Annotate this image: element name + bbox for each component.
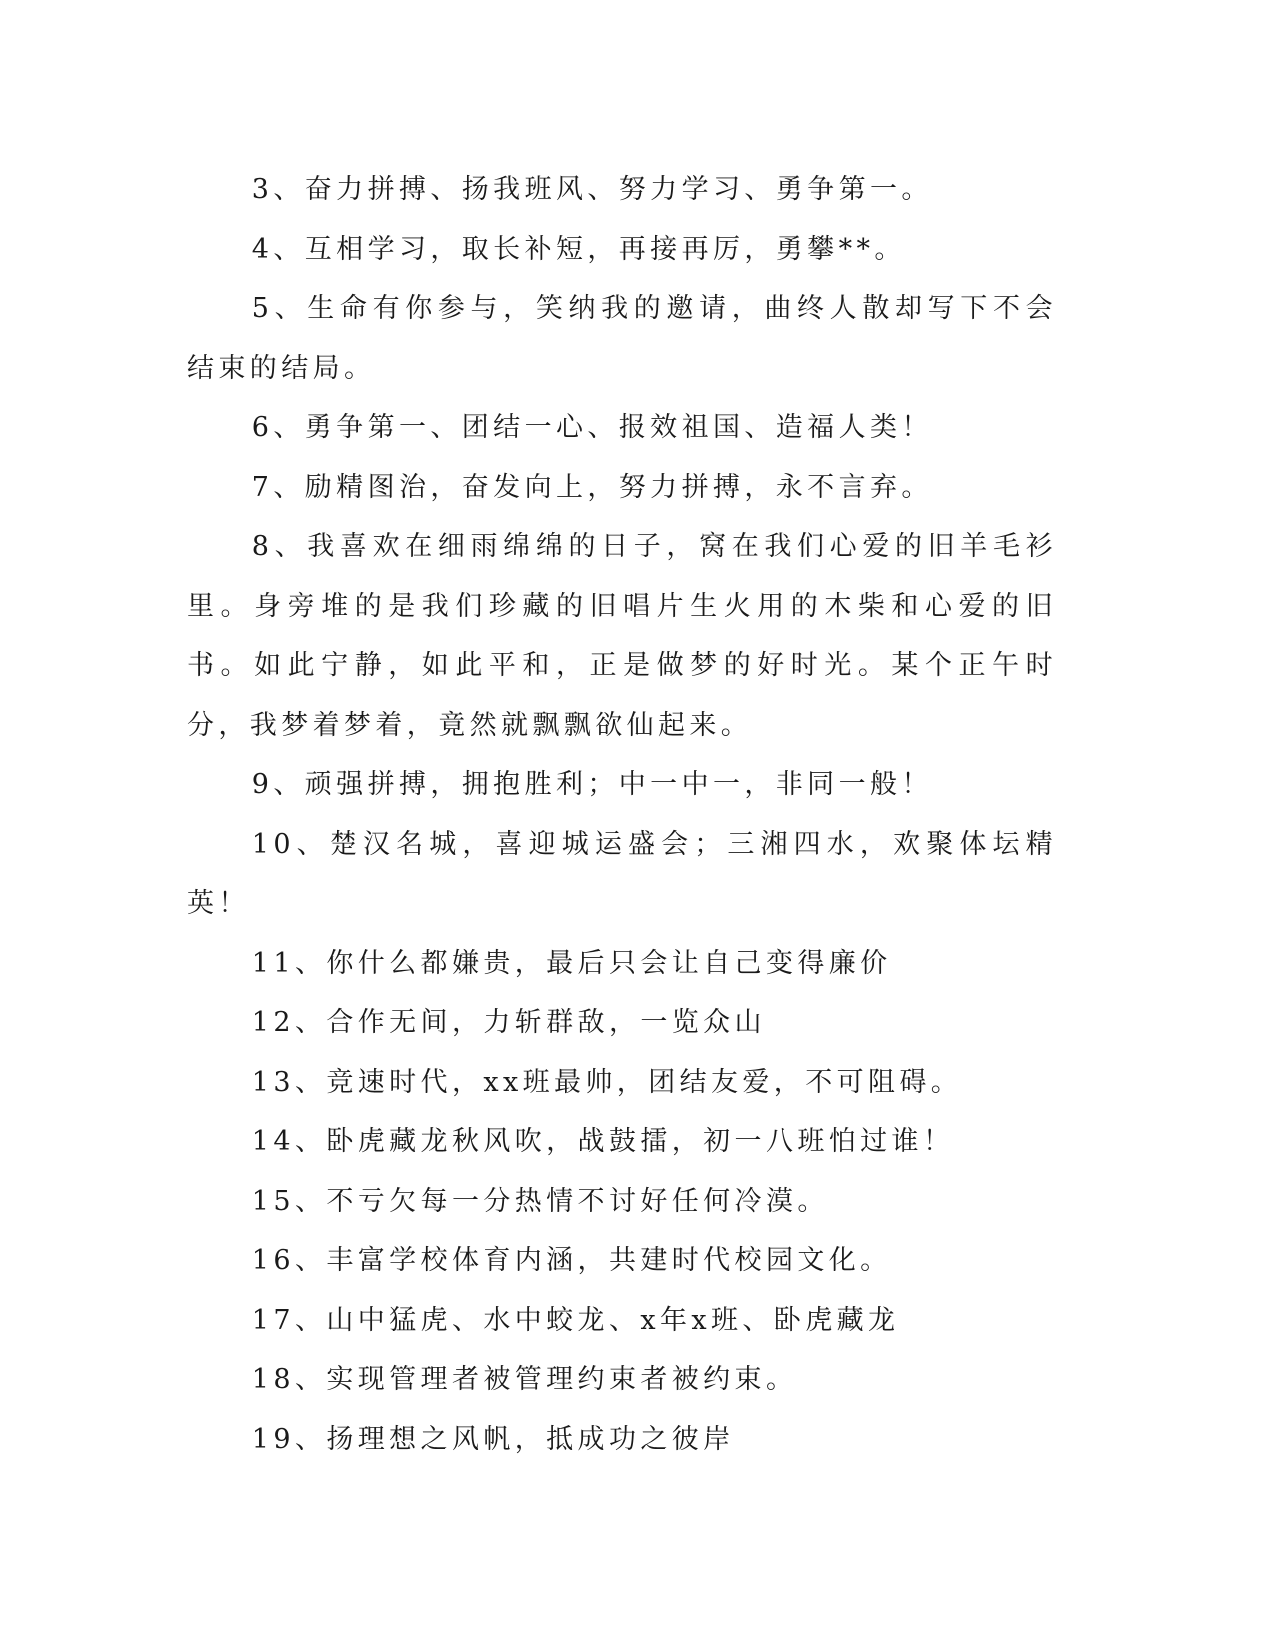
paragraph-4: 4、互相学习，取长补短，再接再厉，勇攀**。 <box>251 233 906 265</box>
paragraph-14: 14、卧虎藏龙秋风吹，战鼓擂，初一八班怕过谁！ <box>251 1126 955 1157</box>
paragraph-10: 10、楚汉名城，喜迎城运盛会；三湘四水，欢聚体坛精英！ <box>187 828 1057 919</box>
paragraph-18: 18、实现管理者被管理约束者被约束。 <box>251 1364 798 1395</box>
paragraph-11: 11、你什么都嫌贵，最后只会让自己变得廉价 <box>251 947 892 979</box>
paragraph-5: 5、生命有你参与，笑纳我的邀请，曲终人散却写下不会结束的结局。 <box>187 293 1057 384</box>
paragraph-19: 19、扬理想之风帆，抵成功之彼岸 <box>251 1423 735 1455</box>
paragraph-15: 15、不亏欠每一分热情不讨好任何冷漠。 <box>251 1185 829 1217</box>
paragraph-6: 6、勇争第一、团结一心、报效祖国、造福人类！ <box>251 412 933 443</box>
paragraph-17: 17、山中猛虎、水中蛟龙、x年x班、卧虎藏龙 <box>251 1304 900 1336</box>
paragraph-3: 3、奋力拼搏、扬我班风、努力学习、勇争第一。 <box>251 174 933 205</box>
paragraph-16: 16、丰富学校体育内涵，共建时代校园文化。 <box>251 1245 892 1276</box>
paragraph-8: 8、我喜欢在细雨绵绵的日子，窝在我们心爱的旧羊毛衫里。身旁堆的是我们珍藏的旧唱片生火用的木柴和心爱的旧书。如此宁静，如此平和，正是做梦的好时光。某个正午时分，我梦着梦着，竟然就飘飘欲仙起来。 <box>187 531 1057 741</box>
document-body <box>187 160 1057 1469</box>
paragraph-12: 12、合作无间，力斩群敌，一览众山 <box>251 1007 766 1038</box>
paragraph-7: 7、励精图治，奋发向上，努力拼搏，永不言弃。 <box>251 471 933 503</box>
paragraph-13: 13、竞速时代，xx班最帅，团结友爱，不可阻碍。 <box>251 1066 963 1098</box>
paragraph-9: 9、顽强拼搏，拥抱胜利；中一中一，非同一般！ <box>251 769 933 800</box>
